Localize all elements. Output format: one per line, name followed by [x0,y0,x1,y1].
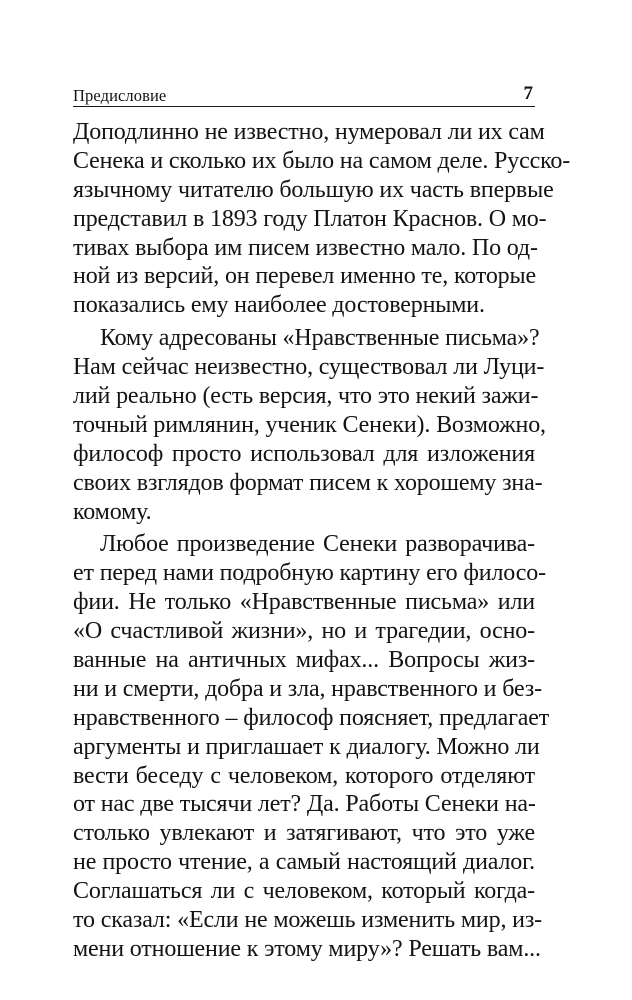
text-line: философ просто использовал для изложения [73,440,535,467]
text-line: комому. [73,498,152,525]
text-line: аргументы и приглашает к диалогу. Можно ли [73,733,540,760]
paragraph-3 [73,530,550,963]
text-line: лий реально (есть версия, что это некий зажи- [73,383,539,410]
section-title: Предисловие [73,86,167,105]
text-line: язычному читателю большую их часть впервые [73,176,554,203]
running-header [73,80,535,107]
page-number: 7 [523,83,533,104]
text-line: «О счастливой жизни», но и трагедии, осно- [73,618,535,645]
text-line: ванные на античных мифах... Вопросы жиз- [73,647,535,674]
text-line: Любое произведение Сенеки разворачива- [100,531,535,558]
paragraph-1 [73,118,571,320]
text-line: Нам сейчас неизвестно, существовал ли Луци- [73,354,545,381]
body-text [73,118,571,964]
text-line: Кому адресованы «Нравственные письма»? [100,325,540,352]
text-line: Соглашаться ли с человеком, который когда- [73,878,535,905]
text-line: нравственного – философ поясняет, предлагает [73,704,550,731]
text-line: ет перед нами подробную картину его филосо- [73,560,546,587]
text-line: точный римлянин, ученик Сенеки). Возможно, [73,411,546,438]
text-line: Доподлинно не известно, нумеровал ли их сам [73,119,545,145]
text-line: своих взглядов формат писем к хорошему зна- [73,469,543,496]
text-line: показались ему наиболее достоверными. [73,292,485,319]
text-line: ной из версий, он перевел именно те, которые [73,263,536,290]
text-line: вести беседу с человеком, которого отделяют [73,762,535,789]
text-line: не просто чтение, а самый настоящий диалог. [73,849,535,876]
text-line: Сенека и сколько их было на самом деле. Русско- [73,147,571,174]
text-line: то сказал: «Если не можешь изменить мир, из- [73,907,543,934]
text-line: ни и смерти, добра и зла, нравственного и без- [73,675,542,702]
text-line: тивах выбора им писем известно мало. По од- [73,234,538,261]
text-line: от нас две тысячи лет? Да. Работы Сенеки на- [73,791,536,818]
text-line: представил в 1893 году Платон Краснов. О мо- [73,205,547,232]
paragraph-2 [73,324,546,526]
text-line: фии. Не только «Нравственные письма» или [73,589,535,616]
text-line: столько увлекают и затягивают, что это уже [73,820,535,847]
text-line: мени отношение к этому миру»? Решать вам... [73,935,541,962]
